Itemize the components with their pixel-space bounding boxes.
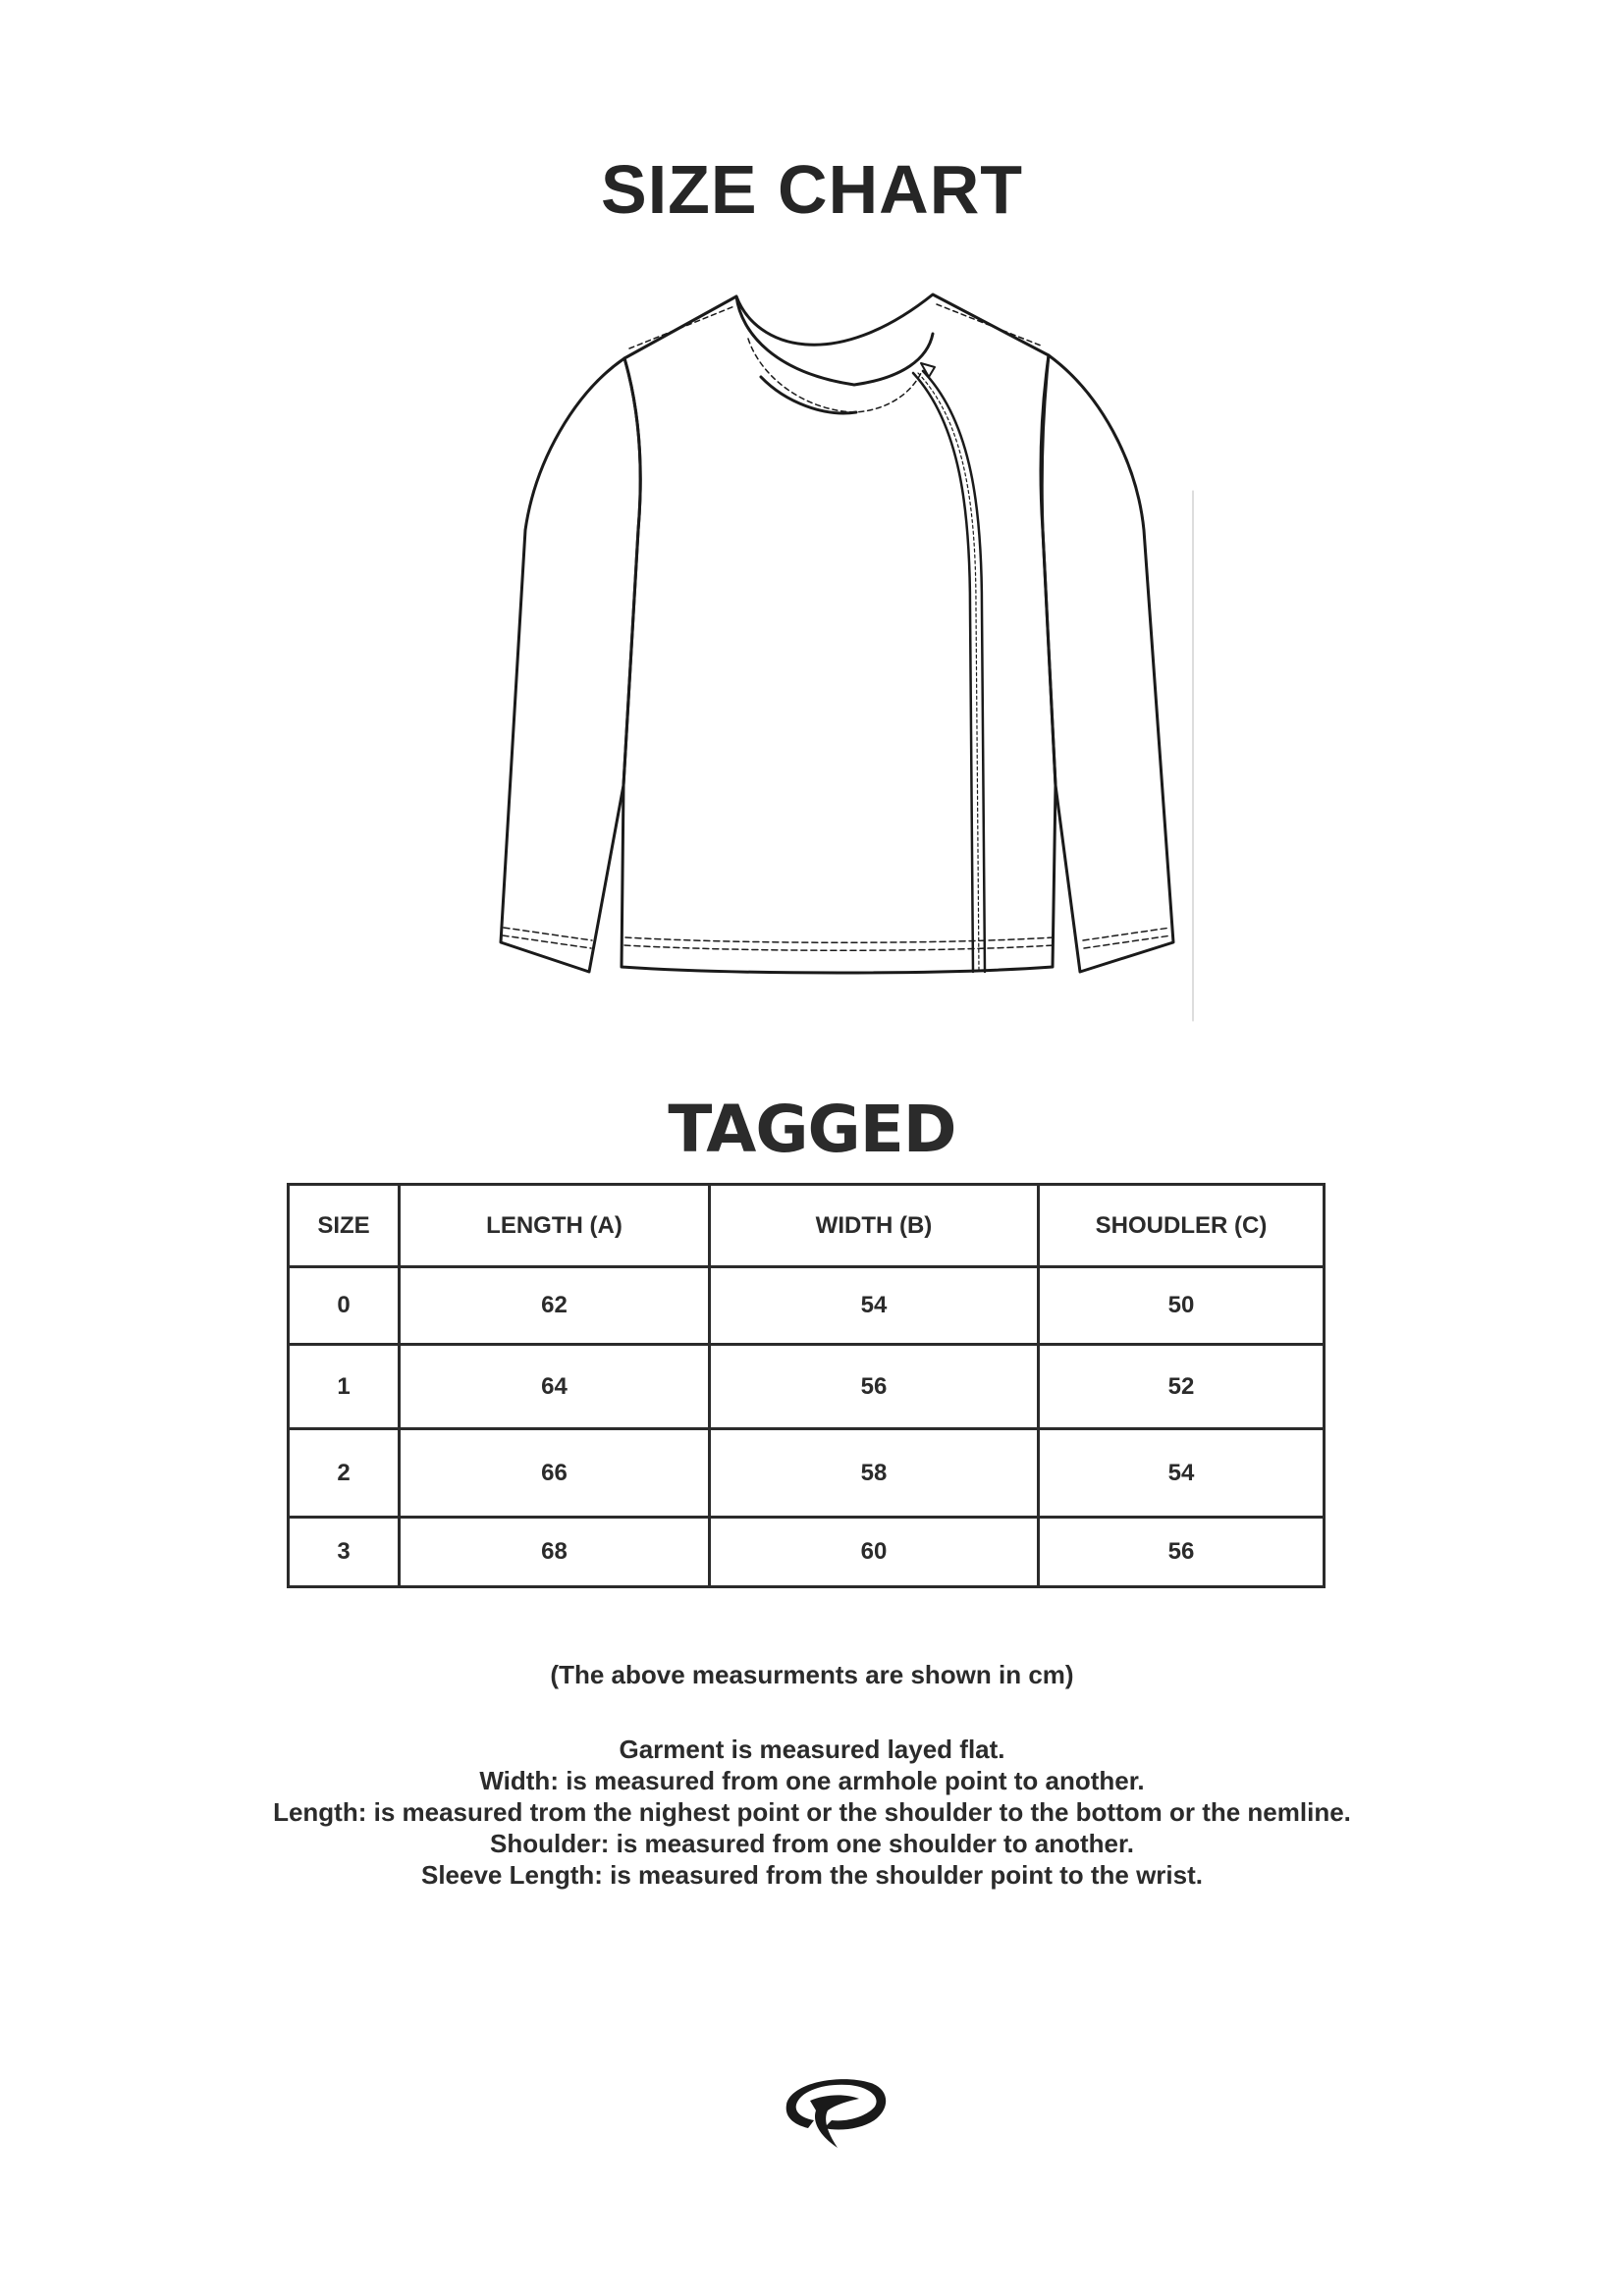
column-header-shoulder: SHOUDLER (C) (1039, 1185, 1325, 1267)
shoulder-cell: 52 (1039, 1345, 1325, 1429)
width-cell: 58 (710, 1429, 1039, 1518)
note-line: Width: is measured from one armhole point to another. (479, 1766, 1145, 1795)
table-row (289, 1518, 1325, 1587)
column-header-width: WIDTH (B) (710, 1185, 1039, 1267)
note-line: Length: is measured trom the nighest point or the shoulder to the bottom or the nemline. (273, 1797, 1351, 1827)
note-line: Garment is measured layed flat. (619, 1735, 1005, 1764)
table-row (289, 1267, 1325, 1345)
size-cell: 1 (289, 1345, 400, 1429)
width-cell: 54 (710, 1267, 1039, 1345)
brand-logo-icon (781, 2071, 891, 2150)
table-row (289, 1345, 1325, 1429)
shoulder-cell: 50 (1039, 1267, 1325, 1345)
length-cell: 62 (400, 1267, 710, 1345)
shoulder-cell: 56 (1039, 1518, 1325, 1587)
shoulder-cell: 54 (1039, 1429, 1325, 1518)
size-cell: 2 (289, 1429, 400, 1518)
size-cell: 3 (289, 1518, 400, 1587)
page-title: SIZE CHART (601, 151, 1023, 228)
column-header-length: LENGTH (A) (400, 1185, 710, 1267)
column-header-size: SIZE (289, 1185, 400, 1267)
brand-name: TAGGED (668, 1092, 956, 1167)
measurement-notes (0, 1659, 1624, 1891)
length-cell: 66 (400, 1429, 710, 1518)
width-cell: 60 (710, 1518, 1039, 1587)
note-line: Shoulder: is measured from one shoulder to another. (490, 1829, 1134, 1858)
table-header-row (289, 1185, 1325, 1267)
size-table (287, 1183, 1326, 1588)
jacket-sketch-icon (491, 285, 1208, 1031)
length-cell: 68 (400, 1518, 710, 1587)
table-row (289, 1429, 1325, 1518)
length-cell: 64 (400, 1345, 710, 1429)
unit-note: (The above measurments are shown in cm) (550, 1660, 1074, 1689)
note-line: Sleeve Length: is measured from the shoulder point to the wrist. (420, 1860, 1203, 1890)
size-cell: 0 (289, 1267, 400, 1345)
width-cell: 56 (710, 1345, 1039, 1429)
